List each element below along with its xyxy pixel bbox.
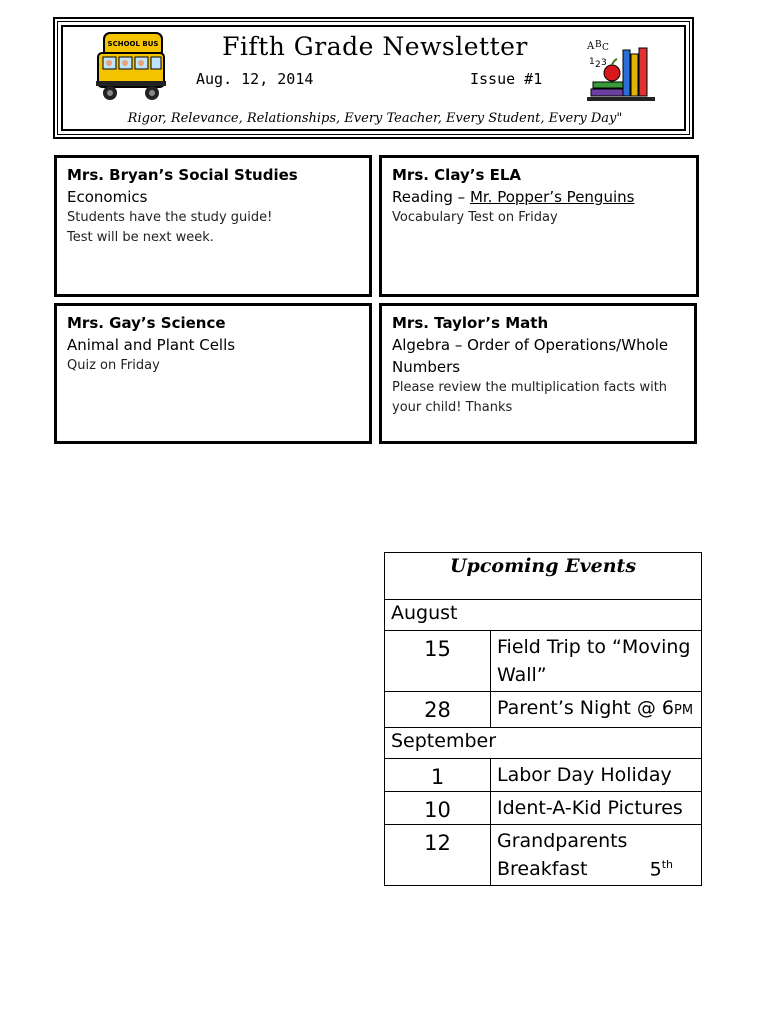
class-box-math bbox=[379, 303, 697, 444]
event-text: Labor Day Holiday bbox=[491, 759, 702, 792]
svg-text:B: B bbox=[595, 40, 602, 50]
school-bus-icon bbox=[94, 29, 168, 107]
class-box-ela bbox=[379, 155, 699, 297]
note: Vocabulary Test on Friday bbox=[392, 210, 558, 225]
class-box-science bbox=[54, 303, 372, 444]
event-day: 1 bbox=[385, 759, 491, 792]
svg-text:A: A bbox=[587, 41, 595, 52]
note: Quiz on Friday bbox=[67, 358, 160, 373]
topic: Economics bbox=[67, 188, 148, 206]
class-box-social-studies bbox=[54, 155, 372, 297]
event-day: 12 bbox=[385, 825, 491, 886]
svg-text:SCHOOL BUS: SCHOOL BUS bbox=[107, 40, 159, 48]
event-trailing-ordinal bbox=[650, 851, 673, 883]
event-row bbox=[385, 631, 702, 692]
topic-prefix: Reading – bbox=[392, 188, 470, 206]
event-day: 15 bbox=[385, 631, 491, 692]
svg-text:2: 2 bbox=[595, 60, 601, 70]
event-text bbox=[491, 825, 702, 886]
issue-number: Issue #1 bbox=[470, 70, 543, 88]
event-day: 28 bbox=[385, 692, 491, 728]
topic: Algebra – Order of Operations/Whole Numbers bbox=[392, 336, 669, 376]
events-title: Upcoming Events bbox=[385, 553, 702, 600]
upcoming-events-table bbox=[384, 552, 702, 886]
note: Test will be next week. bbox=[67, 230, 214, 245]
svg-text:3: 3 bbox=[601, 58, 607, 68]
event-text: Field Trip to “Moving Wall” bbox=[491, 631, 702, 692]
note: Students have the study guide! bbox=[67, 210, 273, 225]
month-september: September bbox=[385, 728, 702, 759]
event-row bbox=[385, 825, 702, 886]
issue-date: Aug. 12, 2014 bbox=[196, 70, 314, 88]
event-row bbox=[385, 759, 702, 792]
event-time-suffix: PM bbox=[674, 703, 694, 718]
month-august: August bbox=[385, 600, 702, 631]
event-text-main: Grandparents Breakfast bbox=[497, 830, 628, 880]
topic bbox=[392, 186, 686, 208]
teacher-heading: Mrs. Taylor’s Math bbox=[392, 314, 549, 332]
teacher-heading: Mrs. Clay’s ELA bbox=[392, 166, 522, 184]
ordinal-suffix: th bbox=[661, 858, 673, 871]
event-text bbox=[491, 692, 702, 728]
teacher-heading: Mrs. Gay’s Science bbox=[67, 314, 226, 332]
book-title: Mr. Popper’s Penguins bbox=[469, 188, 635, 206]
motto: Rigor, Relevance, Relationships, Every Teacher, Every Student, Every Day" bbox=[127, 111, 623, 126]
books-apple-icon bbox=[585, 36, 659, 104]
event-day: 10 bbox=[385, 792, 491, 825]
event-text-main: Parent’s Night @ 6 bbox=[497, 697, 675, 719]
svg-text:1: 1 bbox=[589, 57, 595, 67]
event-row bbox=[385, 692, 702, 728]
note: Please review the multiplication facts with your child! Thanks bbox=[392, 380, 668, 415]
teacher-heading: Mrs. Bryan’s Social Studies bbox=[67, 166, 298, 184]
newsletter-title: Fifth Grade Newsletter bbox=[222, 32, 528, 61]
event-text: Ident-A-Kid Pictures bbox=[491, 792, 702, 825]
topic: Animal and Plant Cells bbox=[67, 336, 236, 354]
event-row bbox=[385, 792, 702, 825]
ordinal-number: 5 bbox=[649, 858, 662, 881]
svg-text:C: C bbox=[602, 43, 609, 53]
